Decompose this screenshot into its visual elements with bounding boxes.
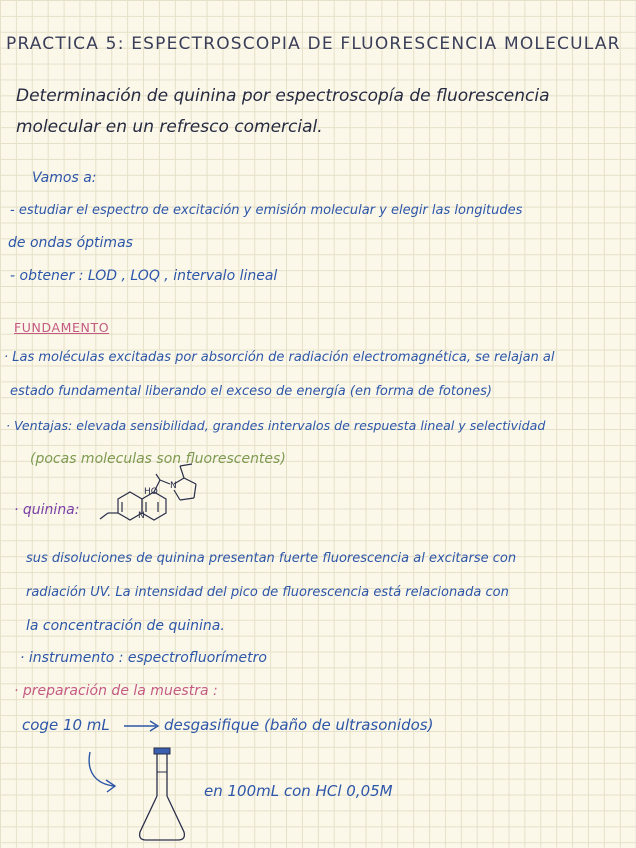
volumetric-flask-icon — [132, 746, 192, 846]
subtitle-line-2: molecular en un refresco comercial. — [16, 117, 323, 137]
preparation-heading: · preparación de la muestra : — [14, 683, 218, 699]
curved-arrow-icon — [84, 748, 124, 794]
point-1b: estado fundamental liberando el exceso de energía (en forma de fotones) — [10, 384, 493, 399]
molecule-n2-label: N — [138, 511, 145, 521]
point-2: · Ventajas: elevada sensibilidad, grandes intervalos de respuesta lineal y selectividad — [6, 418, 546, 433]
molecule-n1-label: N — [170, 481, 177, 491]
subtitle-line-1: Determinación de quinina por espectroscopía de fluorescencia — [16, 86, 550, 106]
step-1b: desgasifique (baño de ultrasonidos) — [164, 716, 434, 734]
intro-text: Vamos a: — [32, 170, 97, 186]
section-heading-fundamento: FUNDAMENTO — [14, 320, 110, 335]
page-title: PRACTICA 5: ESPECTROSCOPIA DE FLUORESCENCIA MOLECULAR — [6, 34, 621, 54]
instrument-line: · instrumento : espectrofluorímetro — [20, 650, 267, 666]
point-1a: · Las moléculas excitadas por absorción de radiación electromagnética, se relajan al — [4, 350, 555, 365]
description-line-3: la concentración de quinina. — [26, 618, 225, 634]
arrow-right-icon — [122, 719, 162, 733]
step-2: en 100mL con HCl 0,05M — [204, 782, 393, 800]
objective-1a: - estudiar el espectro de excitación y emisión molecular y elegir las longitudes — [10, 203, 523, 218]
step-1a: coge 10 mL — [22, 716, 110, 734]
point-2-note: (pocas moleculas son fluorescentes) — [30, 451, 286, 467]
quinine-structure-diagram — [94, 462, 204, 542]
objective-1b: de ondas óptimas — [8, 235, 133, 251]
description-line-2: radiación UV. La intensidad del pico de fluorescencia está relacionada con — [26, 585, 509, 600]
molecule-ho-label: HO — [144, 487, 158, 497]
objective-2: - obtener : LOD , LOQ , intervalo lineal — [10, 268, 278, 284]
quinina-label: · quinina: — [14, 502, 80, 518]
description-line-1: sus disoluciones de quinina presentan fuerte fluorescencia al excitarse con — [26, 551, 517, 566]
